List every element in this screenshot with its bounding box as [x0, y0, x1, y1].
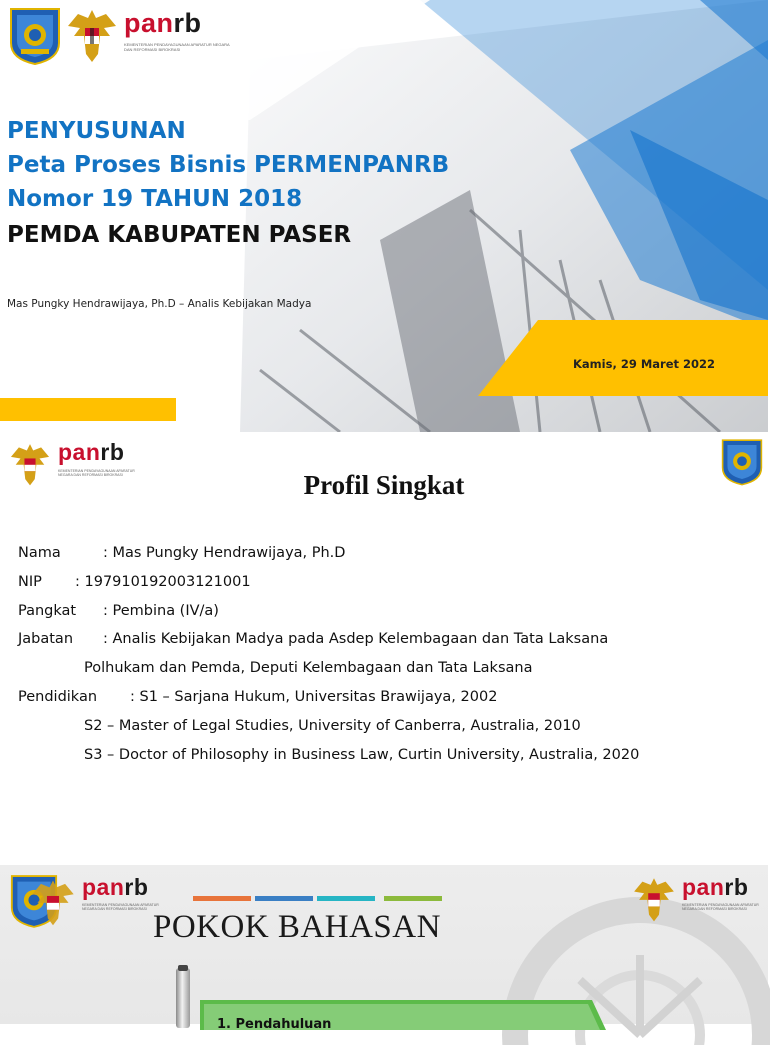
row-position-value: : Analis Kebijakan Madya pada Asdep Kelembagaan dan Tata Laksana [103, 631, 609, 647]
row-position-label: Jabatan [18, 631, 74, 647]
title-line-1: PENYUSUNAN [7, 118, 186, 144]
row-nip-label: NIP [18, 574, 42, 590]
row-education-s2: S2 – Master of Legal Studies, University of Canberra, Australia, 2010 [84, 718, 581, 734]
row-name-value: : Mas Pungky Hendrawijaya, Ph.D [103, 545, 346, 561]
agenda-slide [0, 865, 768, 1032]
accent-bar-green [384, 896, 442, 901]
accent-bar-teal [317, 896, 375, 901]
title-line-2: Peta Proses Bisnis PERMENPANRB [7, 152, 450, 178]
panrb-wordmark-right: panrb [682, 874, 749, 900]
row-education-s3: S3 – Doctor of Philosophy in Business Law, Curtin University, Australia, 2020 [84, 747, 640, 763]
garuda-emblem-icon [632, 875, 676, 923]
panrb-ministry-subtitle: KEMENTERIAN PENDAYAGUNAAN APARATUR NEGARA DAN REFORMASI BIROKRASI [124, 42, 230, 52]
panrb-wordmark-left: panrb [82, 874, 149, 900]
slide-title: Profil Singkat [303, 470, 465, 500]
cylinder-cap [178, 965, 188, 971]
row-nip-value: : 197910192003121001 [75, 574, 251, 590]
row-name-label: Nama [18, 545, 61, 561]
garuda-emblem-icon [66, 6, 118, 64]
profile-slide [0, 432, 768, 865]
cylinder-pillar [176, 968, 190, 1028]
cover-slide [0, 0, 768, 432]
accent-bar-orange [193, 896, 251, 901]
author-line: Mas Pungky Hendrawijaya, Ph.D – Analis Kebijakan Madya [7, 298, 312, 310]
garuda-emblem-icon [30, 877, 76, 927]
panrb-wordmark: panrb [58, 439, 125, 465]
paser-regency-logo-icon [9, 7, 61, 65]
date-text: Kamis, 29 Maret 2022 [573, 357, 716, 371]
row-position-value-cont: Polhukam dan Pemda, Deputi Kelembagaan dan Tata Laksana [84, 660, 533, 676]
panrb-ministry-subtitle: KEMENTERIAN PENDAYAGUNAAN APARATUR NEGARA DAN REFORMASI BIROKRASI [58, 469, 135, 477]
agenda-item-1: 1. Pendahuluan [217, 1017, 332, 1032]
row-rank-label: Pangkat [18, 603, 77, 619]
row-rank-value: : Pembina (IV/a) [103, 603, 219, 619]
panrb-ministry-subtitle-right: KEMENTERIAN PENDAYAGUNAAN APARATUR NEGARA DAN REFORMASI BIROKRASI [682, 903, 759, 911]
yellow-accent-bar [0, 398, 176, 421]
accent-bar-blue [255, 896, 313, 901]
slide-title: POKOK BAHASAN [153, 909, 441, 945]
title-line-3: Nomor 19 TAHUN 2018 [7, 186, 303, 212]
subtitle: PEMDA KABUPATEN PASER [7, 222, 352, 248]
row-education-label: Pendidikan [18, 689, 98, 705]
panrb-wordmark: panrb [124, 8, 202, 38]
panrb-ministry-subtitle-left: KEMENTERIAN PENDAYAGUNAAN APARATUR NEGARA DAN REFORMASI BIROKRASI [82, 903, 159, 911]
row-education-s1: : S1 – Sarjana Hukum, Universitas Brawijaya, 2002 [130, 689, 498, 705]
